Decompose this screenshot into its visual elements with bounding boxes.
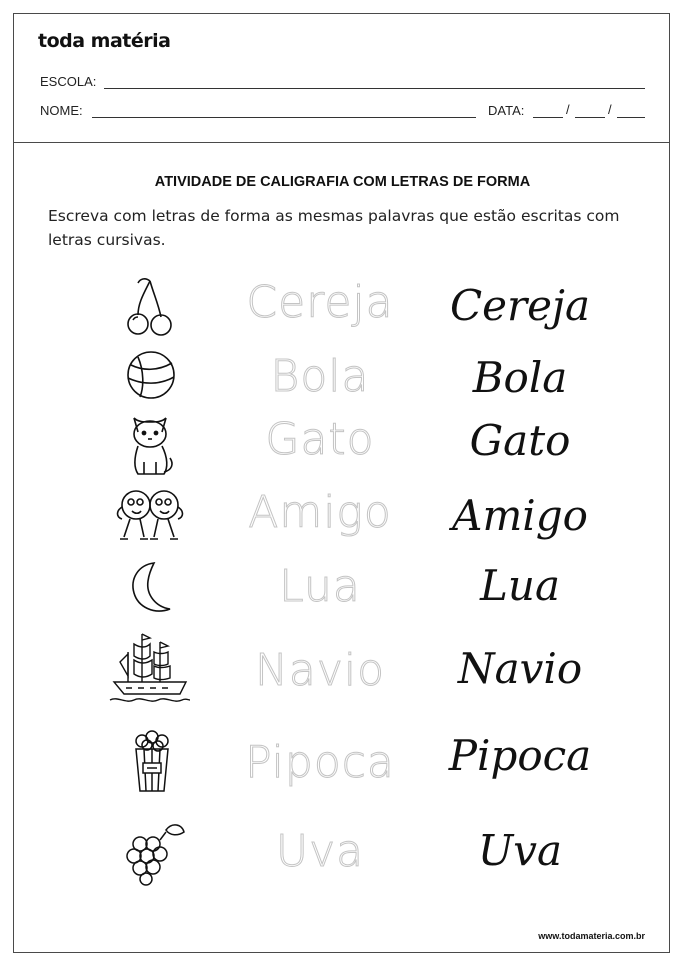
date-separator: / <box>608 102 612 117</box>
traceable-word: Cereja <box>246 277 394 328</box>
instructions: Escreva com letras de forma as mesmas palavras que estão escritas com letras cursivas. <box>48 207 620 249</box>
school-label: ESCOLA: <box>40 74 97 89</box>
friends-icon <box>108 483 192 553</box>
traceable-word: Lua <box>279 561 361 612</box>
word-row <box>0 343 685 413</box>
traceable-word: Amigo <box>248 487 392 538</box>
word-row <box>0 818 685 888</box>
moon-icon <box>108 553 192 623</box>
word-row <box>0 408 685 478</box>
word-row <box>0 725 685 795</box>
school-line[interactable] <box>104 88 645 89</box>
traceable-word: Pipoca <box>245 737 395 788</box>
word-row <box>0 553 685 623</box>
worksheet-title: ATIVIDADE DE CALIGRAFIA COM LETRAS DE FORMA <box>154 174 531 190</box>
word-row <box>0 483 685 553</box>
cursive-word: Lua <box>480 561 560 610</box>
beach-ball-icon <box>108 343 192 413</box>
cursive-word: Cereja <box>450 281 590 330</box>
cherry-icon <box>108 273 192 343</box>
date-label: DATA: <box>488 103 525 118</box>
traceable-word: Bola <box>270 351 370 402</box>
cursive-word: Gato <box>469 416 571 465</box>
grapes-icon <box>108 818 192 888</box>
date-separator: / <box>566 102 570 117</box>
footer-url[interactable]: www.todamateria.com.br <box>538 931 645 941</box>
traceable-word: Uva <box>275 826 365 877</box>
name-label: NOME: <box>40 103 83 118</box>
word-row <box>0 630 685 700</box>
date-day-line[interactable] <box>533 117 563 118</box>
word-row <box>0 273 685 343</box>
name-line[interactable] <box>92 117 476 118</box>
brand-logo: toda matéria <box>38 30 171 52</box>
cursive-word: Pipoca <box>448 731 592 780</box>
cursive-word: Navio <box>457 644 583 693</box>
popcorn-icon <box>108 725 192 795</box>
cursive-word: Amigo <box>452 491 588 540</box>
traceable-word: Navio <box>254 645 386 696</box>
date-year-line[interactable] <box>617 117 645 118</box>
cursive-word: Uva <box>477 826 563 875</box>
cursive-word: Bola <box>472 353 568 402</box>
cat-icon <box>108 408 192 480</box>
header-divider <box>13 142 670 143</box>
traceable-word: Gato <box>265 414 375 465</box>
date-month-line[interactable] <box>575 117 605 118</box>
ship-icon <box>108 630 192 708</box>
